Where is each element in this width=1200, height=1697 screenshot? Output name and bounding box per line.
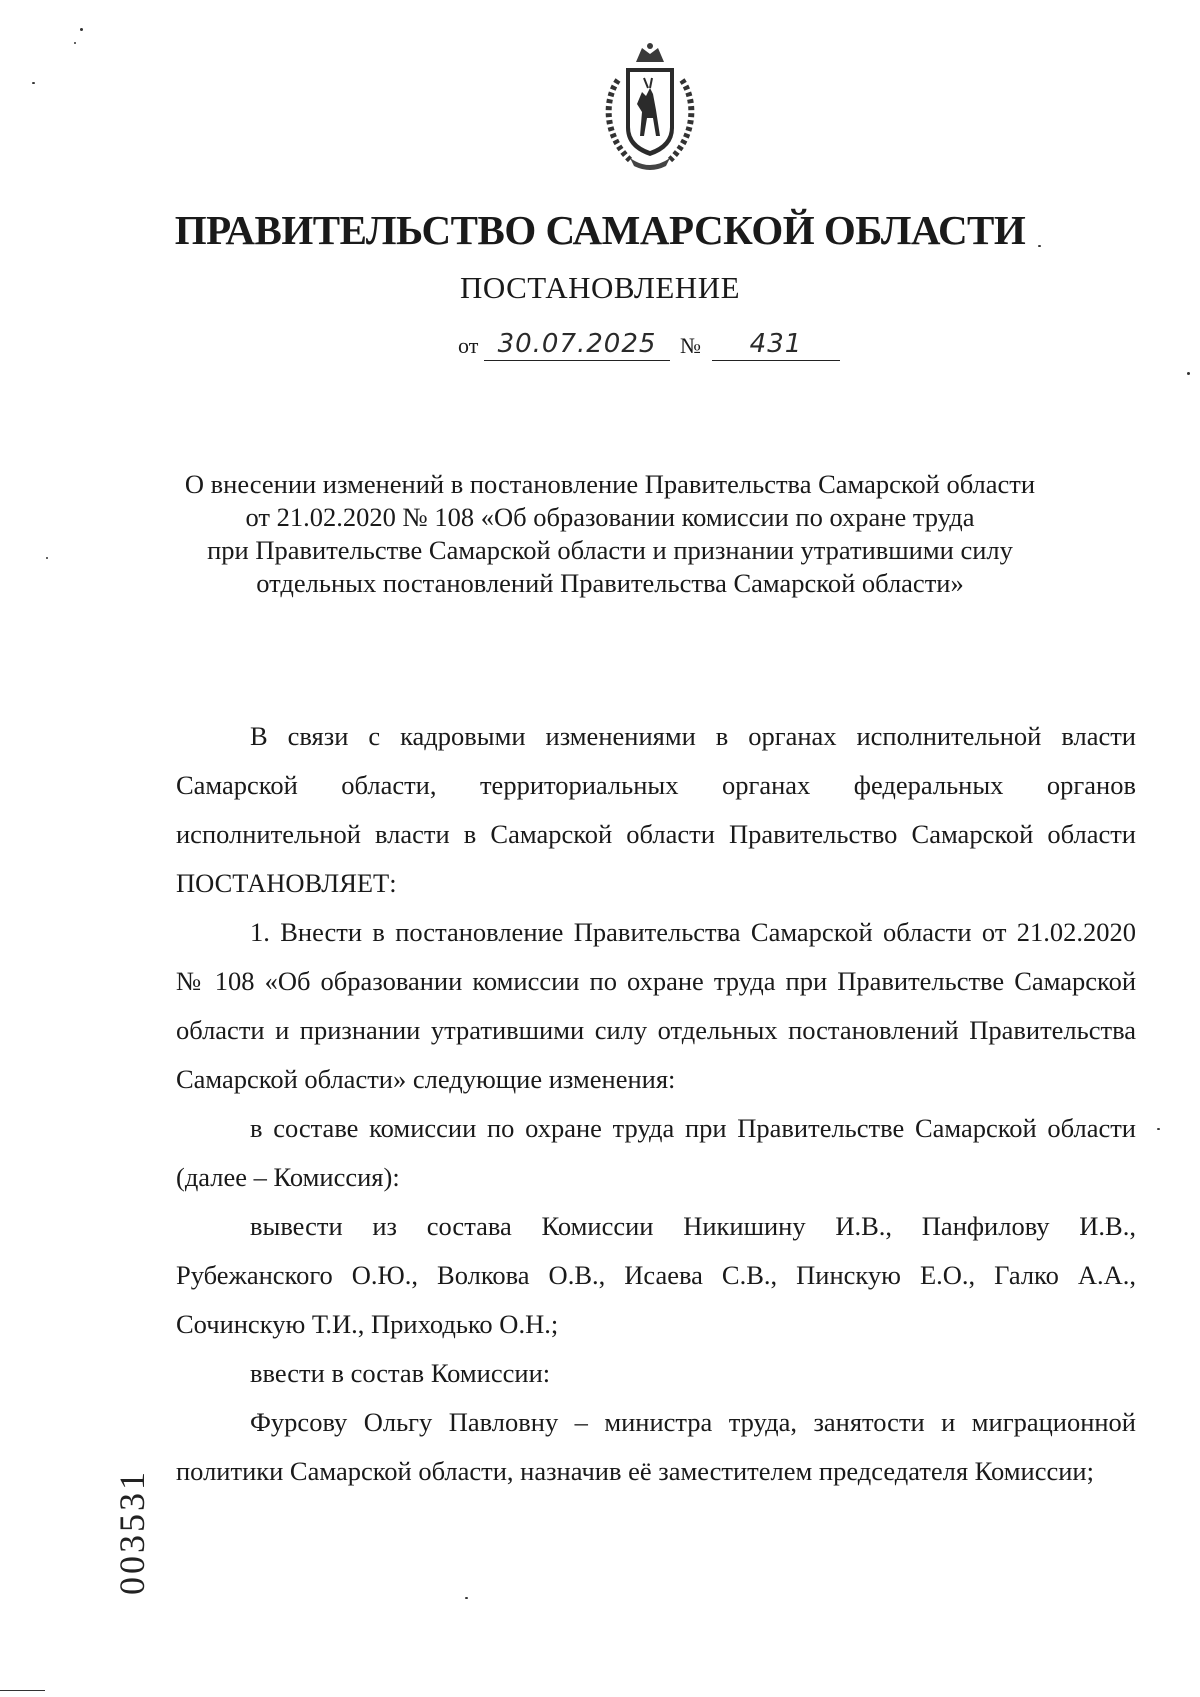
side-stamp-number: 003531 bbox=[112, 1469, 152, 1595]
divider bbox=[0, 1690, 45, 1691]
date-value: 30.07.2025 bbox=[484, 328, 670, 361]
scan-speck bbox=[32, 82, 35, 84]
document-subject bbox=[180, 468, 1040, 600]
paragraph: вывести из состава Комиссии Никишину И.В., Панфилову И.В., Рубежанского О.Ю., Волкова О.В., Исаева С.В., Пинскую Е.О., Галко А.А., Сочинскую Т.И., Приходько О.Н.; bbox=[176, 1211, 1136, 1339]
scan-speck bbox=[74, 42, 76, 44]
paragraph: В связи с кадровыми изменениями в органах исполнительной власти Самарской области, территориальных органах федеральных органов исполнительной власти в Самарской области Правительство Самарской области ПОСТАНОВЛЯЕТ: bbox=[176, 721, 1136, 898]
paragraph: 1. Внести в постановление Правительства Самарской области от 21.02.2020 № 108 «Об образовании комиссии по охране труда при Правительстве Самарской области и признании утратившими силу отдельных постановлений Правительства Самарской области» следующие изменения: bbox=[176, 917, 1136, 1094]
number-label: № bbox=[680, 333, 701, 358]
scan-speck bbox=[1038, 245, 1041, 247]
subject-line: О внесении изменений в постановление Правительства Самарской области bbox=[184, 469, 1036, 499]
paragraph: Фурсову Ольгу Павловну – министра труда, занятости и миграционной политики Самарской области, назначив её заместителем председателя Комиссии; bbox=[176, 1407, 1136, 1486]
scan-speck bbox=[46, 557, 48, 559]
scan-speck bbox=[1187, 372, 1190, 375]
document-type: ПОСТАНОВЛЕНИЕ bbox=[459, 270, 741, 305]
subject-line: при Правительстве Самарской области и признании утратившими силу bbox=[207, 535, 1013, 565]
organization-title: ПРАВИТЕЛЬСТВО САМАРСКОЙ ОБЛАСТИ bbox=[174, 207, 1026, 253]
number-value: 431 bbox=[712, 328, 840, 361]
scan-speck bbox=[80, 28, 83, 31]
date-label: от bbox=[458, 333, 479, 358]
paragraph: в составе комиссии по охране труда при Правительстве Самарской области (далее – Комиссия): bbox=[176, 1113, 1136, 1192]
date-number-line bbox=[458, 323, 848, 363]
paragraph: ввести в состав Комиссии: bbox=[250, 1358, 551, 1388]
subject-line: от 21.02.2020 № 108 «Об образовании комиссии по охране труда bbox=[245, 502, 975, 532]
coat-of-arms-icon bbox=[590, 40, 710, 175]
scan-speck bbox=[1157, 1128, 1160, 1130]
subject-line: отдельных постановлений Правительства Самарской области» bbox=[256, 568, 964, 598]
scan-speck bbox=[465, 1597, 468, 1599]
document-body bbox=[176, 712, 1136, 1496]
